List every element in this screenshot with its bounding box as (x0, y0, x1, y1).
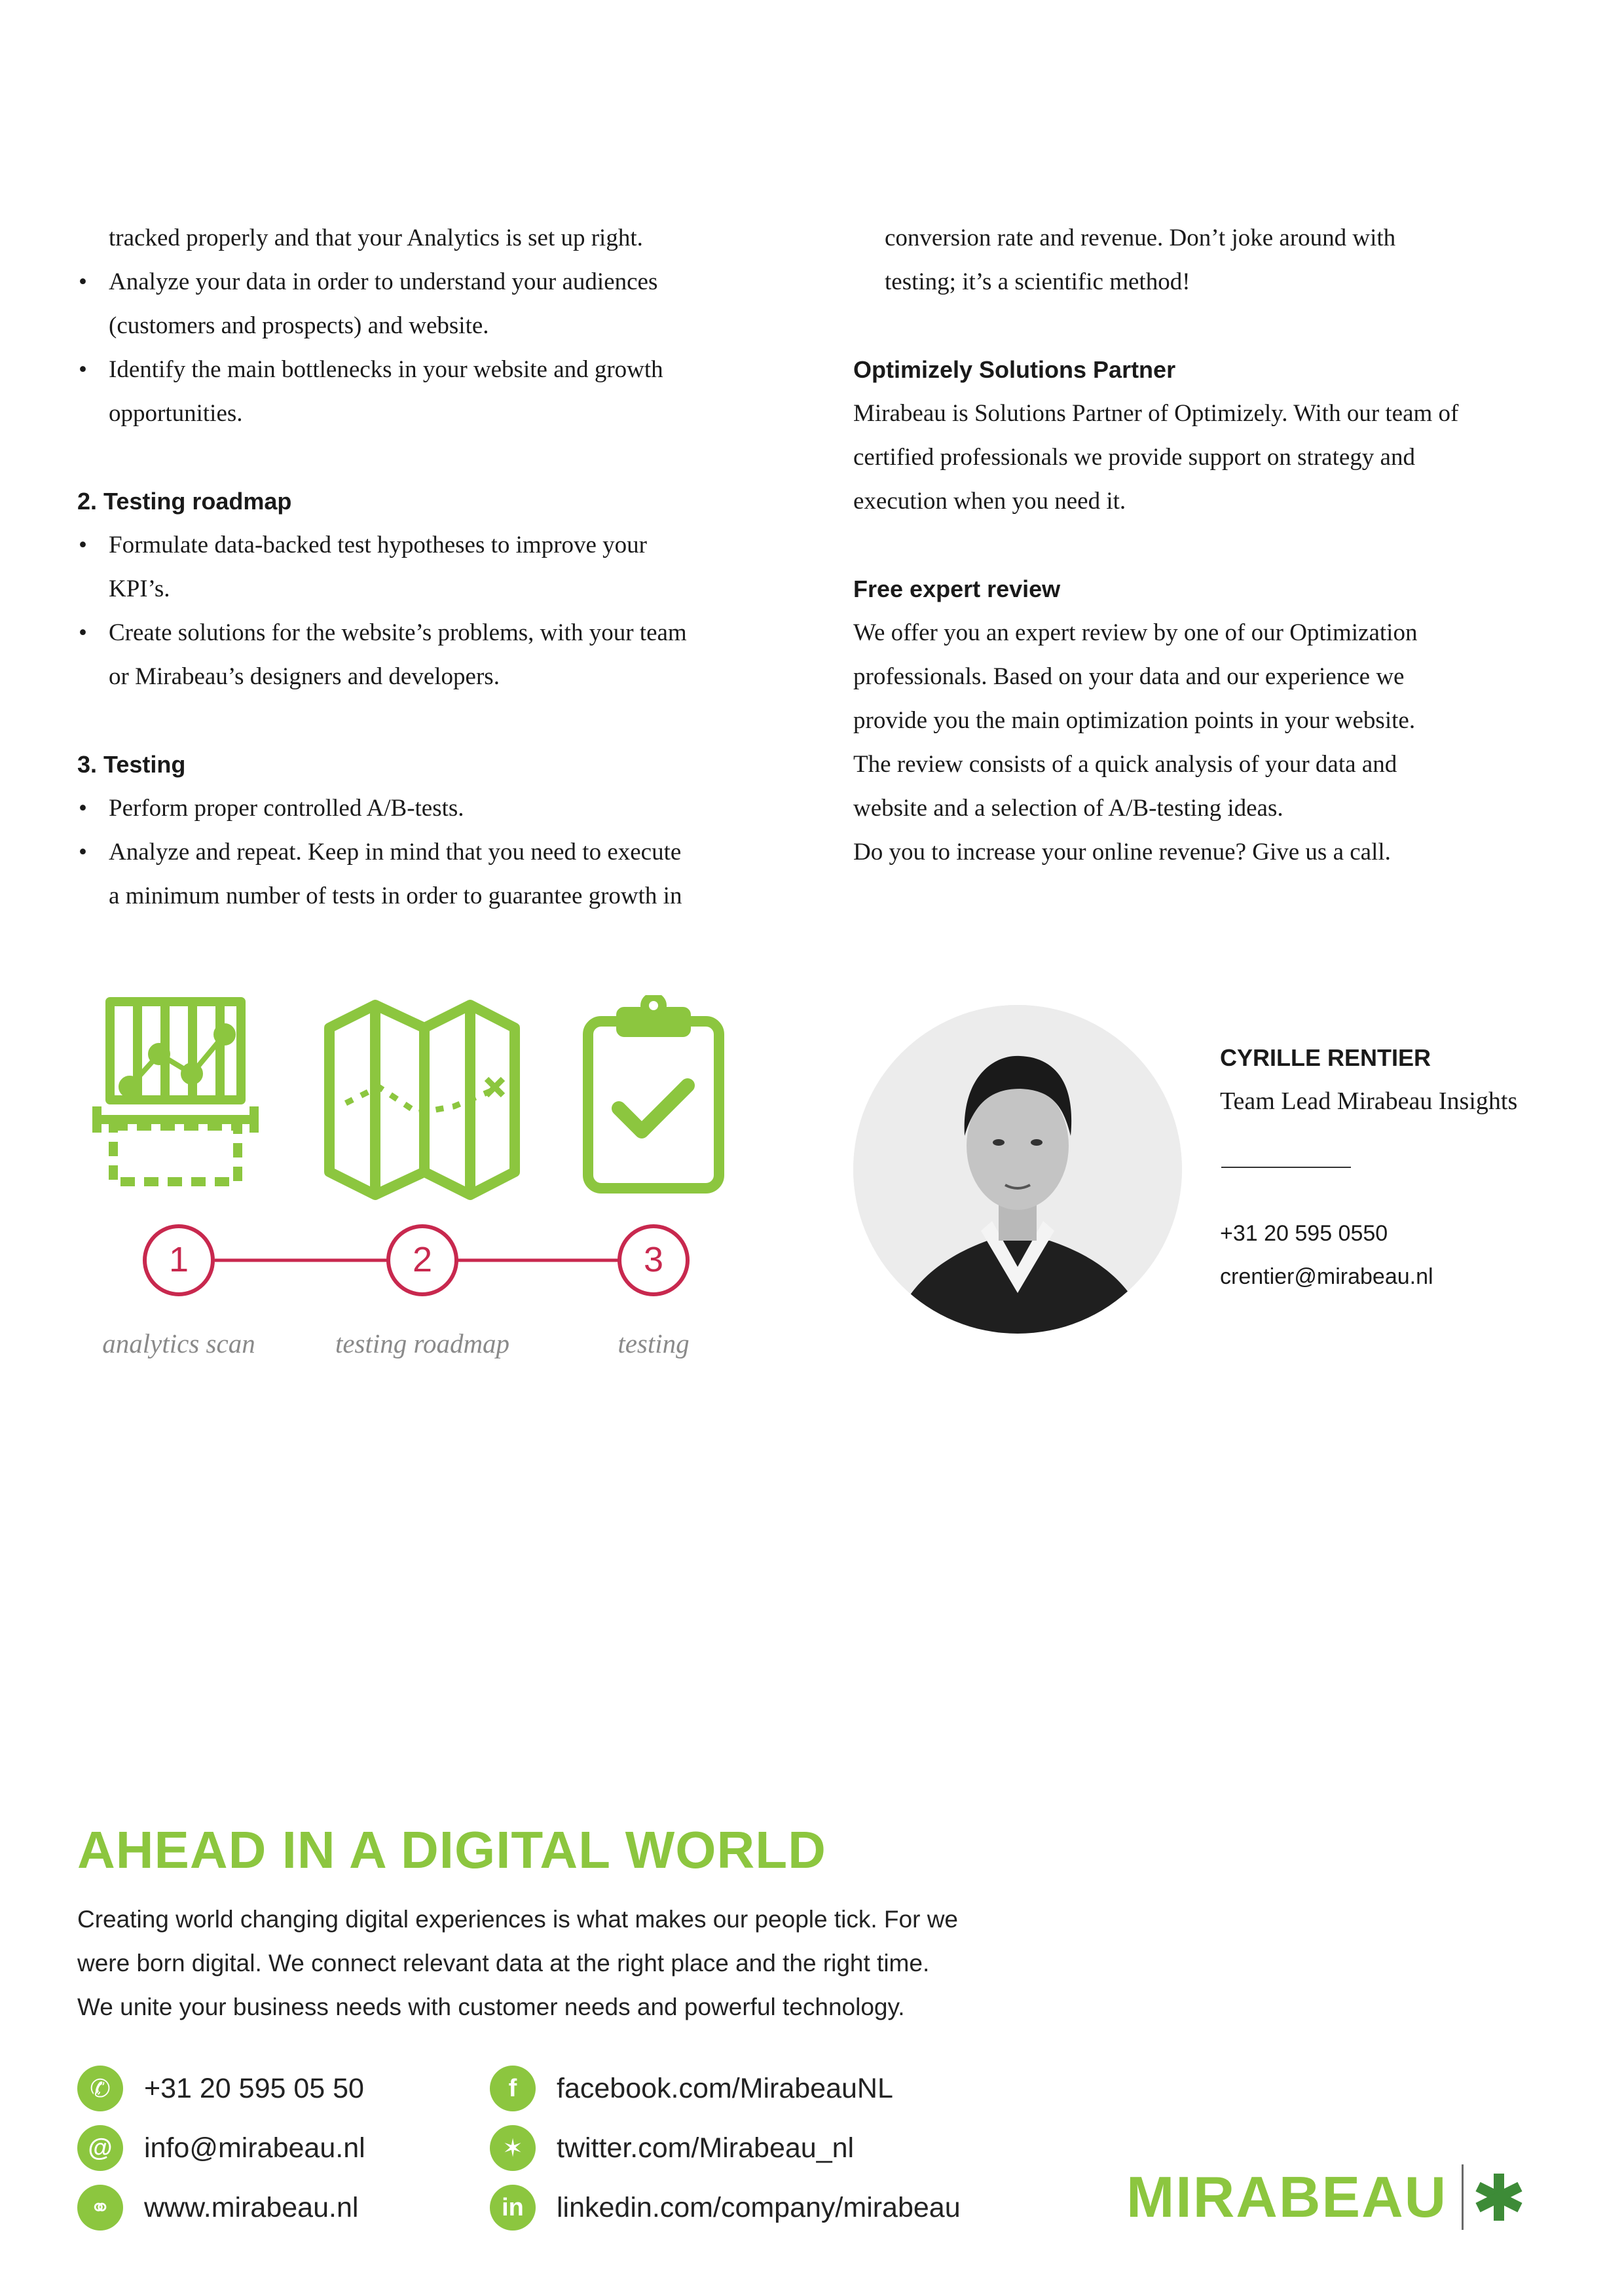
section-heading-review: Free expert review (853, 575, 1061, 602)
continuation-line: testing; it’s a scientific method! (885, 268, 1190, 295)
twitter-link-text: twitter.com/Mirabeau_nl (557, 2132, 855, 2164)
step-3-label: testing (618, 1328, 690, 1358)
asterisk-icon (1473, 2171, 1525, 2223)
step-3-number: 3 (643, 1240, 664, 1279)
chart-icon (97, 1002, 254, 1182)
list-item: • Identify the main bottlenecks in your website and growth (77, 348, 778, 392)
facebook-link-text: facebook.com/MirabeauNL (557, 2072, 893, 2104)
section-heading-partner: Optimizely Solutions Partner (853, 356, 1176, 383)
contact-name: CYRILLE RENTIER (1220, 1044, 1431, 1071)
list-item: • Analyze and repeat. Keep in mind that you need to execute (77, 830, 778, 874)
step-2-number: 2 (412, 1240, 433, 1279)
step-1-number: 1 (168, 1240, 189, 1279)
process-diagram (77, 995, 732, 1388)
continuation-line: conversion rate and revenue. Don’t joke around with (885, 225, 1396, 251)
footer-text-line: We unite your business needs with customer needs and powerful technology. (77, 1994, 905, 2020)
twitter-link[interactable] (490, 2125, 854, 2171)
section-heading-testing-roadmap: 2. Testing roadmap (77, 488, 292, 515)
partner-text-line: Mirabeau is Solutions Partner of Optimizely. With our team of (853, 400, 1459, 427)
review-text-line: website and a selection of A/B-testing ideas. (853, 795, 1283, 822)
list-item: • Formulate data-backed test hypotheses to improve your (77, 523, 778, 567)
footer-text (77, 1897, 994, 2029)
section-heading-testing: 3. Testing (77, 751, 186, 778)
list-item: • Perform proper controlled A/B-tests. (77, 786, 778, 830)
clipboard-check-icon (588, 995, 719, 1188)
list-item-continuation: KPI’s. (109, 575, 170, 602)
twitter-icon: ✶ (490, 2125, 536, 2171)
list-item-continuation: opportunities. (109, 400, 243, 427)
review-text-line: professionals. Based on your data and our experience we (853, 663, 1405, 690)
review-text-line: Do you to increase your online revenue? Give us a call. (853, 839, 1391, 866)
linkedin-link-text: linkedin.com/company/mirabeau (557, 2191, 961, 2223)
list-item: • Create solutions for the website’s problems, with your team (77, 611, 778, 655)
web-link[interactable] (77, 2185, 358, 2231)
logo-wordmark: MIRABEAU (1126, 2164, 1448, 2229)
footer-text-line: Creating world changing digital experiences is what makes our people tick. For we (77, 1906, 959, 1933)
partner-text-line: execution when you need it. (853, 488, 1126, 515)
mirabeau-logo (1126, 2164, 1525, 2231)
phone-icon: ✆ (77, 2066, 123, 2111)
logo-separator (1462, 2164, 1464, 2230)
step-1-label: analytics scan (102, 1328, 255, 1358)
facebook-icon: f (490, 2066, 536, 2111)
contact-email[interactable]: crentier@mirabeau.nl (1220, 1264, 1433, 1289)
footer-text-line: were born digital. We connect relevant data at the right place and the right time. (77, 1950, 930, 1977)
phone-link[interactable] (77, 2066, 364, 2111)
portrait-photo (853, 1005, 1182, 1334)
list-item: • Analyze your data in order to understand your audiences (77, 260, 778, 304)
web-link-text: www.mirabeau.nl (144, 2191, 359, 2223)
contact-card (853, 1005, 1574, 1345)
linkedin-link[interactable] (490, 2185, 961, 2231)
email-icon: @ (77, 2125, 123, 2171)
right-column (853, 216, 1574, 874)
step-2-label: testing roadmap (335, 1328, 510, 1358)
review-text-line: We offer you an expert review by one of our Optimization (853, 619, 1418, 646)
phone-link-text: +31 20 595 05 50 (144, 2072, 364, 2104)
web-icon: ⚭ (77, 2185, 123, 2231)
review-text-line: The review consists of a quick analysis of your data and (853, 751, 1397, 778)
left-column (77, 216, 778, 918)
process-graphic (77, 995, 732, 1303)
divider (1221, 1167, 1351, 1168)
linkedin-icon: in (490, 2185, 536, 2231)
facebook-link[interactable] (490, 2066, 893, 2111)
intro-line: tracked properly and that your Analytics is set up right. (109, 225, 643, 251)
contact-phone[interactable]: +31 20 595 0550 (1220, 1221, 1388, 1246)
avatar (853, 1005, 1182, 1334)
footer-title: AHEAD IN A DIGITAL WORLD (77, 1821, 826, 1879)
email-link[interactable] (77, 2125, 365, 2171)
email-link-text: info@mirabeau.nl (144, 2132, 365, 2164)
contact-role: Team Lead Mirabeau Insights (1220, 1087, 1518, 1115)
review-text-line: provide you the main optimization points in your website. (853, 707, 1416, 734)
partner-text-line: certified professionals we provide support on strategy and (853, 444, 1415, 471)
list-item-continuation: or Mirabeau’s designers and developers. (109, 663, 500, 690)
list-item-continuation: a minimum number of tests in order to guarantee growth in (109, 883, 682, 909)
list-item-continuation: (customers and prospects) and website. (109, 312, 489, 339)
map-icon (329, 1005, 515, 1195)
